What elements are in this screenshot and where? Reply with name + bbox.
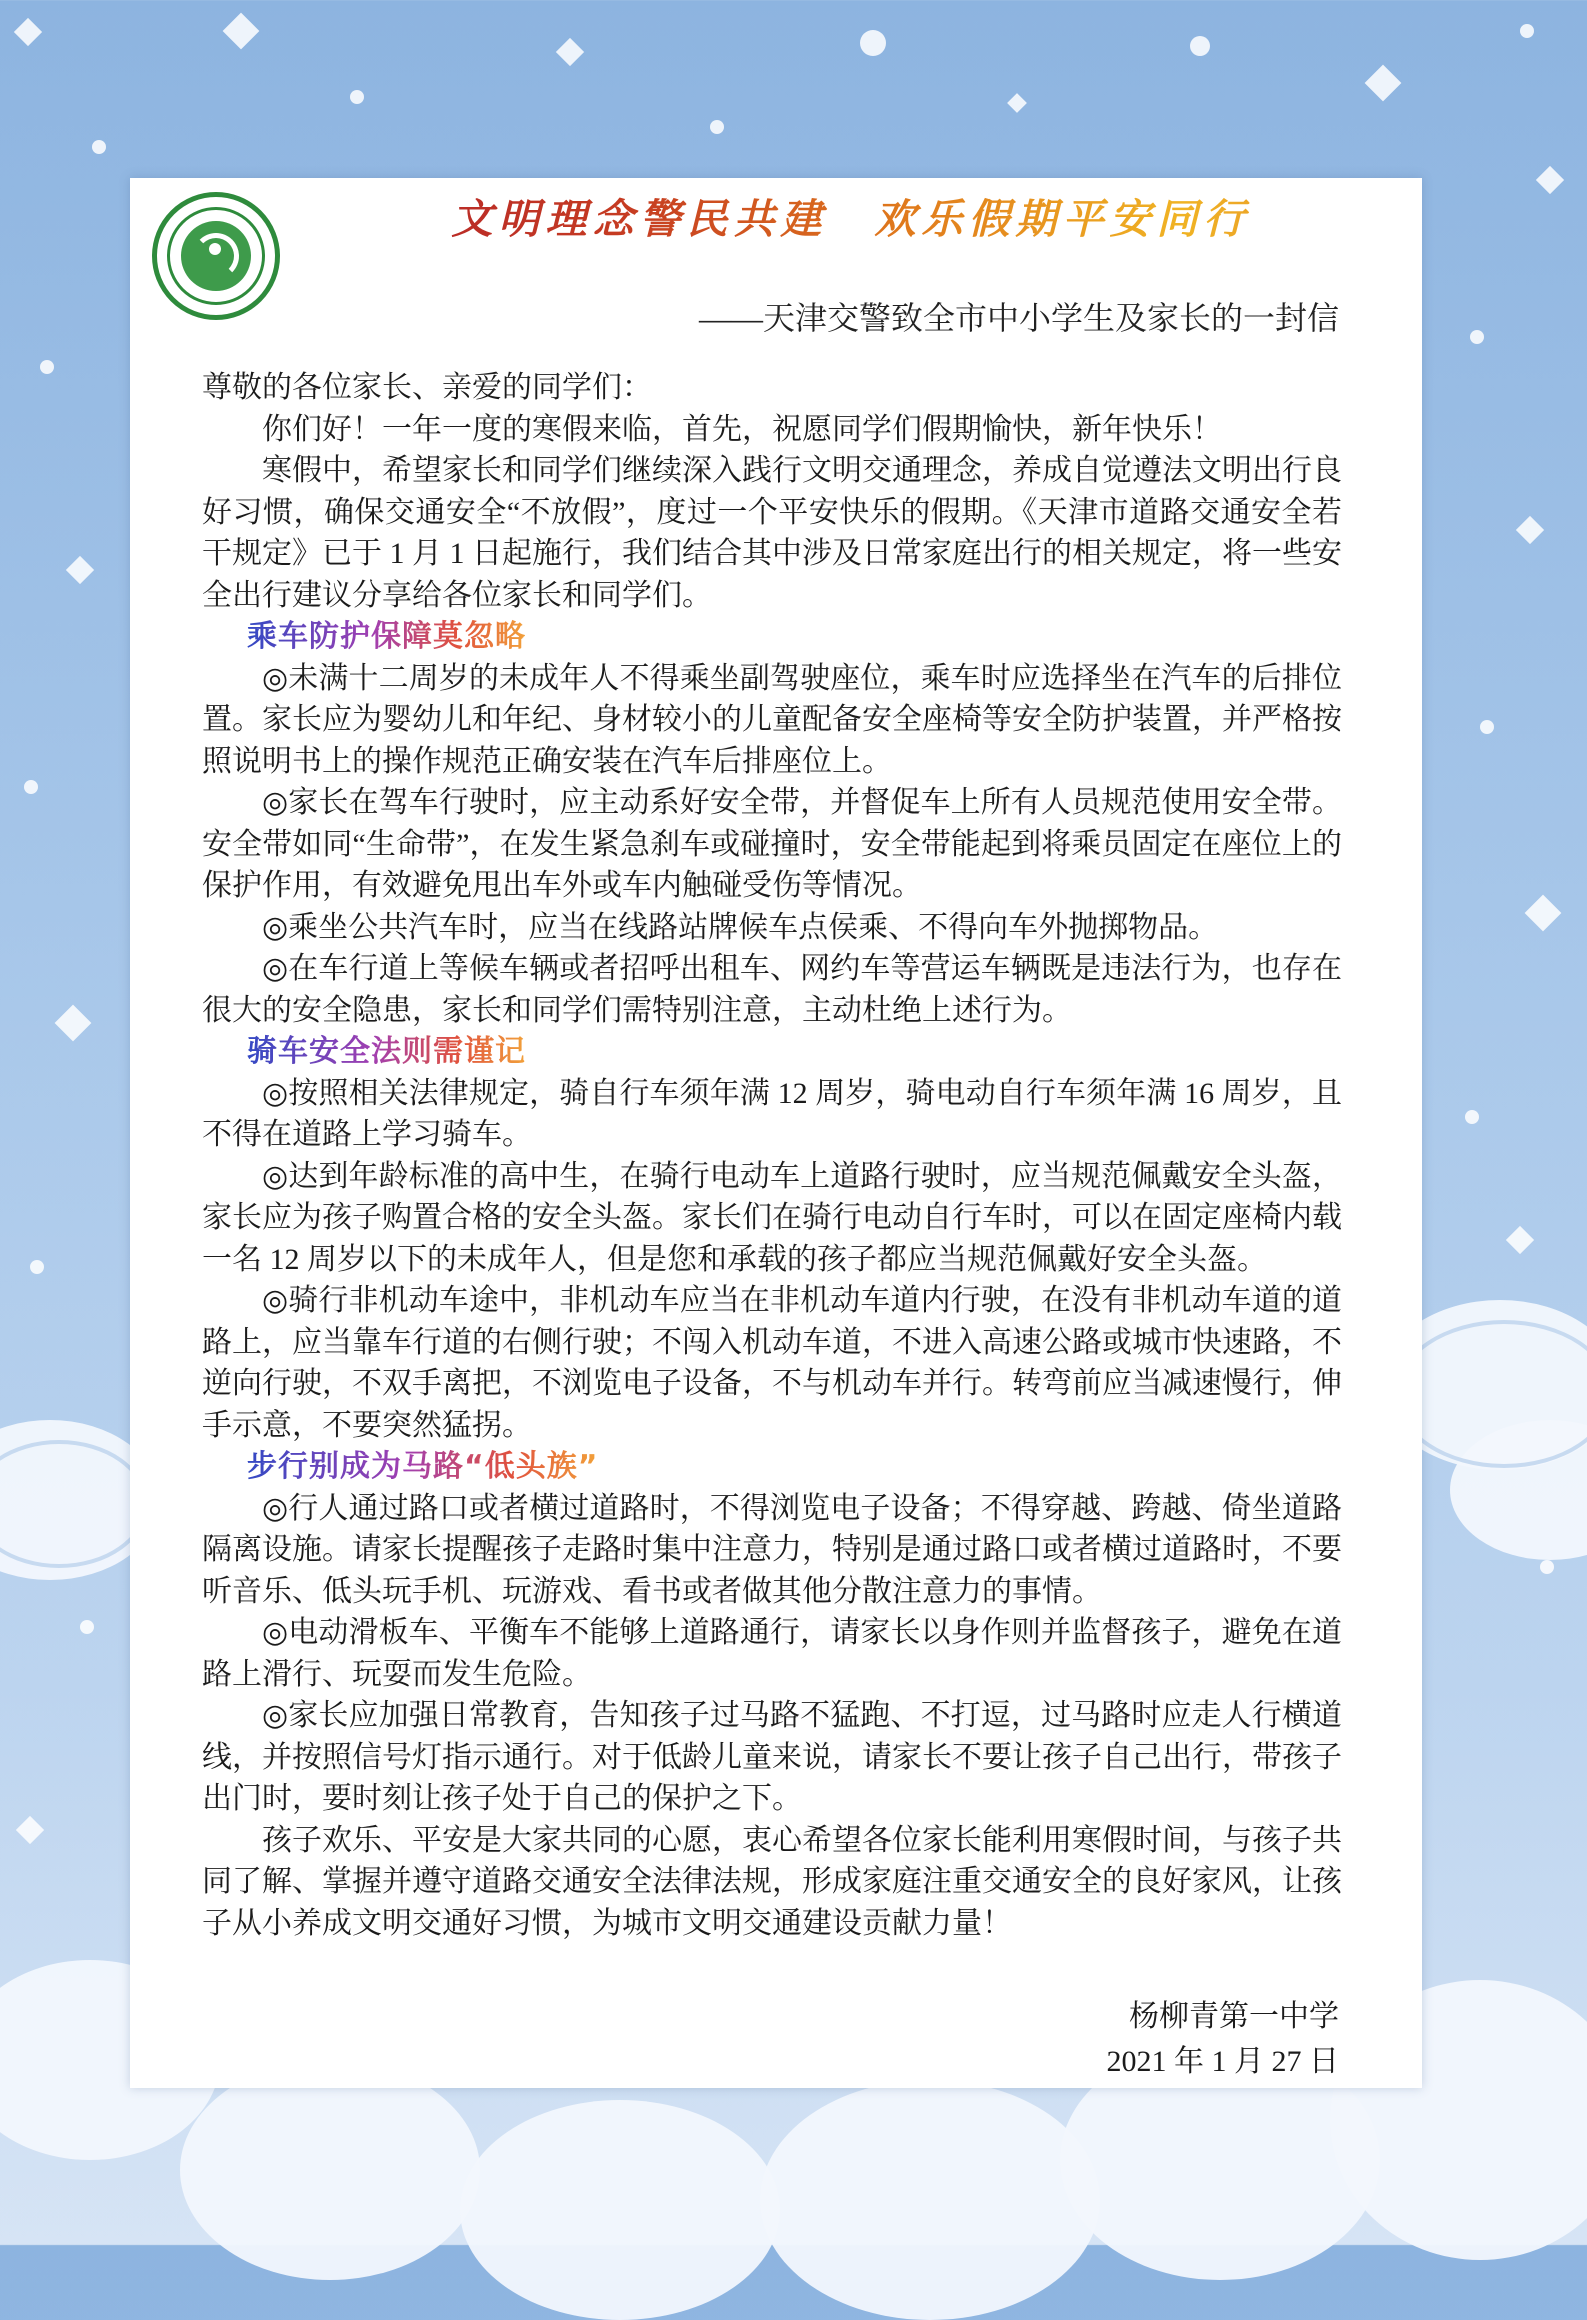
section-heading xyxy=(202,1031,1342,1073)
cloud xyxy=(180,2060,480,2280)
snowflake xyxy=(1465,1110,1479,1124)
snowflake xyxy=(350,90,364,104)
paragraph: ◎骑行非机动车途中，非机动车应当在非机动车道内行驶，在没有非机动车道的道路上，应当靠车行道的右侧行驶；不闯入机动车道，不进入高速公路或城市快速路，不逆向行驶，不双手离把，不浏览电子设备，不与机动车并行。转弯前应当减速慢行，伸手示意，不要突然猛拐。 xyxy=(202,1284,1342,1442)
paragraph: ◎在车行道上等候车辆或者招呼出租车、网约车等营运车辆既是违法行为，也存在很大的安全隐患，家长和同学们需特别注意，主动杜绝上述行为。 xyxy=(202,952,1342,1027)
snowflake xyxy=(1536,166,1564,194)
snowflake xyxy=(30,1260,44,1274)
snowflake xyxy=(66,556,94,584)
snowflake xyxy=(1516,516,1544,544)
paragraph: ◎家长在驾车行驶时，应主动系好安全带，并督促车上所有人员规范使用安全带。安全带如同“生命带”，在发生紧急刹车或碰撞时，安全带能起到将乘员固定在座位上的保护作用，有效避免甩出车外或车内触碰受伤等情况。 xyxy=(202,786,1342,902)
cloud xyxy=(460,2100,780,2320)
page-title: 文明理念警民共建 欢乐假期平安同行 xyxy=(300,186,1402,245)
snowflake xyxy=(24,780,38,794)
snowflake xyxy=(1540,1560,1554,1574)
cloud xyxy=(760,2080,1100,2320)
snowflake xyxy=(1470,330,1484,344)
paragraph: ◎达到年龄标准的高中生，在骑行电动车上道路行驶时，应当规范佩戴安全头盔，家长应为孩子购置合格的安全头盔。家长们在骑行电动自行车时，可以在固定座椅内载一名 12 周岁以下的未成年人，但是您和承载的孩子都应当规范佩戴好安全头盔。 xyxy=(202,1159,1342,1276)
snowflake xyxy=(1520,24,1534,38)
snowflake xyxy=(40,360,54,374)
paragraph: ◎电动滑板车、平衡车不能够上道路通行，请家长以身作则并监督孩子，避免在道路上滑行、玩耍而发生危险。 xyxy=(202,1616,1342,1691)
snowflake xyxy=(860,30,886,56)
letter-body xyxy=(202,367,1342,1944)
snowflake xyxy=(92,140,106,154)
snowflake xyxy=(1525,895,1562,932)
section-heading xyxy=(202,1446,1342,1488)
signature-org: 杨柳青第一中学 xyxy=(1129,2000,1339,2033)
snowflake xyxy=(1480,720,1494,734)
page-subtitle: ——天津交警致全市中小学生及家长的一封信 xyxy=(698,300,1339,336)
signature-date: 2021 年 1 月 27 日 xyxy=(1106,2045,1339,2078)
snowflake xyxy=(1365,65,1402,102)
paragraph: ◎未满十二周岁的未成年人不得乘坐副驾驶座位，乘车时应选择坐在汽车的后排位置。家长应为婴幼儿和年纪、身材较小的儿童配备安全座椅等安全防护装置，并严格按照说明书上的操作规范正确安装在汽车后排座位上。 xyxy=(202,661,1342,778)
letter-paper xyxy=(130,178,1422,2088)
snowflake xyxy=(556,38,584,66)
section-heading-text: 步行别成为马路“低头族” xyxy=(247,1449,599,1484)
snowflake xyxy=(55,1005,92,1042)
snowflake xyxy=(1506,1226,1534,1254)
emblem-dot xyxy=(209,243,221,255)
section-heading xyxy=(202,616,1342,658)
snowflake xyxy=(223,13,260,50)
closing-paragraph: 孩子欢乐、平安是大家共同的心愿，衷心希望各位家长能利用寒假时间，与孩子共同了解、掌握并遵守道路交通安全法律法规，形成家庭注重交通安全的良好家风，让孩子从小养成文明交通好习惯，为城市文明交通建设贡献力量！ xyxy=(202,1823,1342,1940)
snowflake xyxy=(710,120,724,134)
salutation: 尊敬的各位家长、亲爱的同学们： xyxy=(202,371,652,404)
paragraph: ◎行人通过路口或者横过道路时，不得浏览电子设备；不得穿越、跨越、倚坐道路隔离设施。请家长提醒孩子走路时集中注意力，特别是通过路口或者横过道路时，不要听音乐、低头玩手机、玩游戏、看书或者做其他分散注意力的事情。 xyxy=(202,1491,1342,1608)
snowflake xyxy=(16,1816,44,1844)
paragraph: ◎乘坐公共汽车时，应当在线路站牌候车点侯乘、不得向车外抛掷物品。 xyxy=(262,910,1219,944)
paragraph: 你们好！一年一度的寒假来临，首先，祝愿同学们假期愉快，新年快乐！ xyxy=(262,412,1222,446)
section-heading-text: 乘车防护保障莫忽略 xyxy=(247,619,526,654)
snowflake xyxy=(1190,36,1210,56)
snowflake xyxy=(14,18,42,46)
emblem-swoosh xyxy=(193,233,239,279)
paragraph: ◎按照相关法律规定，骑自行车须年满 12 周岁，骑电动自行车须年满 16 周岁，且不得在道路上学习骑车。 xyxy=(202,1076,1342,1151)
section-heading-text: 骑车安全法则需谨记 xyxy=(247,1034,526,1069)
snowflake xyxy=(1007,93,1027,113)
school-emblem-icon xyxy=(152,192,280,320)
paragraph: ◎家长应加强日常教育，告知孩子过马路不猛跑、不打逗，过马路时应走人行横道线，并按照信号灯指示通行。对于低龄儿童来说，请家长不要让孩子自己出行，带孩子出门时，要时刻让孩子处于自己的保护之下。 xyxy=(202,1699,1342,1815)
paragraph: 寒假中，希望家长和同学们继续深入践行文明交通理念，养成自觉遵法文明出行良好习惯，确保交通安全“不放假”，度过一个平安快乐的假期。《天津市道路交通安全若干规定》已于 1 月 1 日起施行，我们结合其中涉及日常家庭出行的相关规定，将一些安全出行建议分享给各位家长和同学们。 xyxy=(202,454,1342,612)
snowflake xyxy=(80,1620,94,1634)
